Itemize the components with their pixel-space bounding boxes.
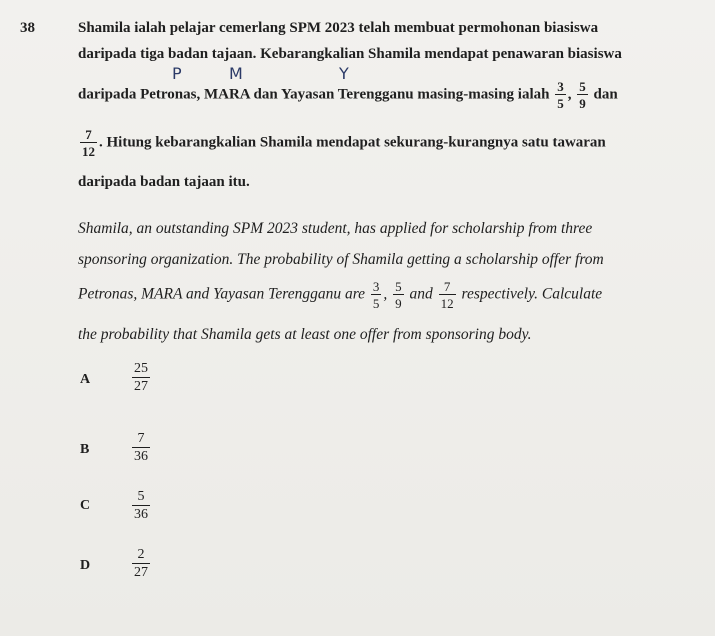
option-d-letter[interactable]: D — [80, 558, 91, 573]
english-line-3-text: Petronas, MARA and Yayasan Terengganu are — [78, 285, 366, 303]
fraction-petronas: $\frac{3}{5}$ — [557, 79, 564, 111]
malay-line-3: daripada Petronas, MARA dan Yayasan Terengganu masing-masing ialah $\frac{3}{5}$ , $\frac{5}{9}$ dan — [78, 79, 618, 111]
fraction-yayasan: $\frac{7}{12}$ — [82, 127, 95, 159]
handwritten-p: P — [172, 64, 182, 83]
fraction-en-petronas: $\frac{3}{5}$ — [372, 279, 380, 311]
malay-line-1: Shamila ialah pelajar cemerlang SPM 2023 telah membuat permohonan biasiswa — [78, 20, 599, 36]
handwritten-m: M — [229, 64, 243, 83]
option-d-value[interactable]: $\frac{2}{27}$ — [134, 547, 148, 580]
fraction-mara: $\frac{5}{9}$ — [579, 79, 586, 111]
option-b-value[interactable]: $\frac{7}{36}$ — [134, 431, 148, 464]
malay-line-4 — [78, 128, 606, 158]
option-a-value[interactable]: $\frac{25}{27}$ — [134, 361, 148, 394]
malay-line-3-end: dan — [593, 86, 618, 103]
option-a-letter[interactable]: A — [80, 372, 91, 387]
malay-line-5: daripada badan tajaan itu. — [78, 174, 250, 190]
option-b-letter[interactable]: B — [80, 442, 90, 457]
english-line-4: the probability that Shamila gets at least one offer from sponsoring body. — [78, 326, 532, 343]
english-line-1: Shamila, an outstanding SPM 2023 student, has applied for scholarship from three — [78, 220, 593, 237]
malay-line-3-text: daripada Petronas, MARA dan Yayasan Terengganu masing-masing ialah — [78, 86, 550, 103]
malay-line-2: daripada tiga badan tajaan. Kebarangkalian Shamila mendapat penawaran biasiswa — [78, 46, 622, 62]
question-number: 38 — [20, 20, 35, 36]
handwritten-y: Y — [339, 64, 349, 83]
option-c-letter[interactable]: C — [80, 498, 91, 513]
fraction-en-yayasan: $\frac{7}{12}$ — [440, 279, 454, 311]
fraction-en-mara: $\frac{5}{9}$ — [395, 279, 402, 311]
malay-line-4-text: . Hitung kebarangkalian Shamila mendapat sekurang-kurangnya satu tawaran — [99, 134, 606, 151]
option-c-value[interactable]: $\frac{5}{36}$ — [134, 489, 148, 522]
english-line-3-and: and — [409, 285, 433, 303]
english-line-2: sponsoring organization. The probability of Shamila getting a scholarship offer from — [78, 251, 604, 268]
english-line-3-end: respectively. Calculate — [461, 285, 603, 303]
english-line-3: Petronas, MARA and Yayasan Terengganu are $\frac{3}{5}$ , $\frac{5}{9}$ and $\frac{7}{12}$ respectively. Calculate — [78, 279, 603, 311]
